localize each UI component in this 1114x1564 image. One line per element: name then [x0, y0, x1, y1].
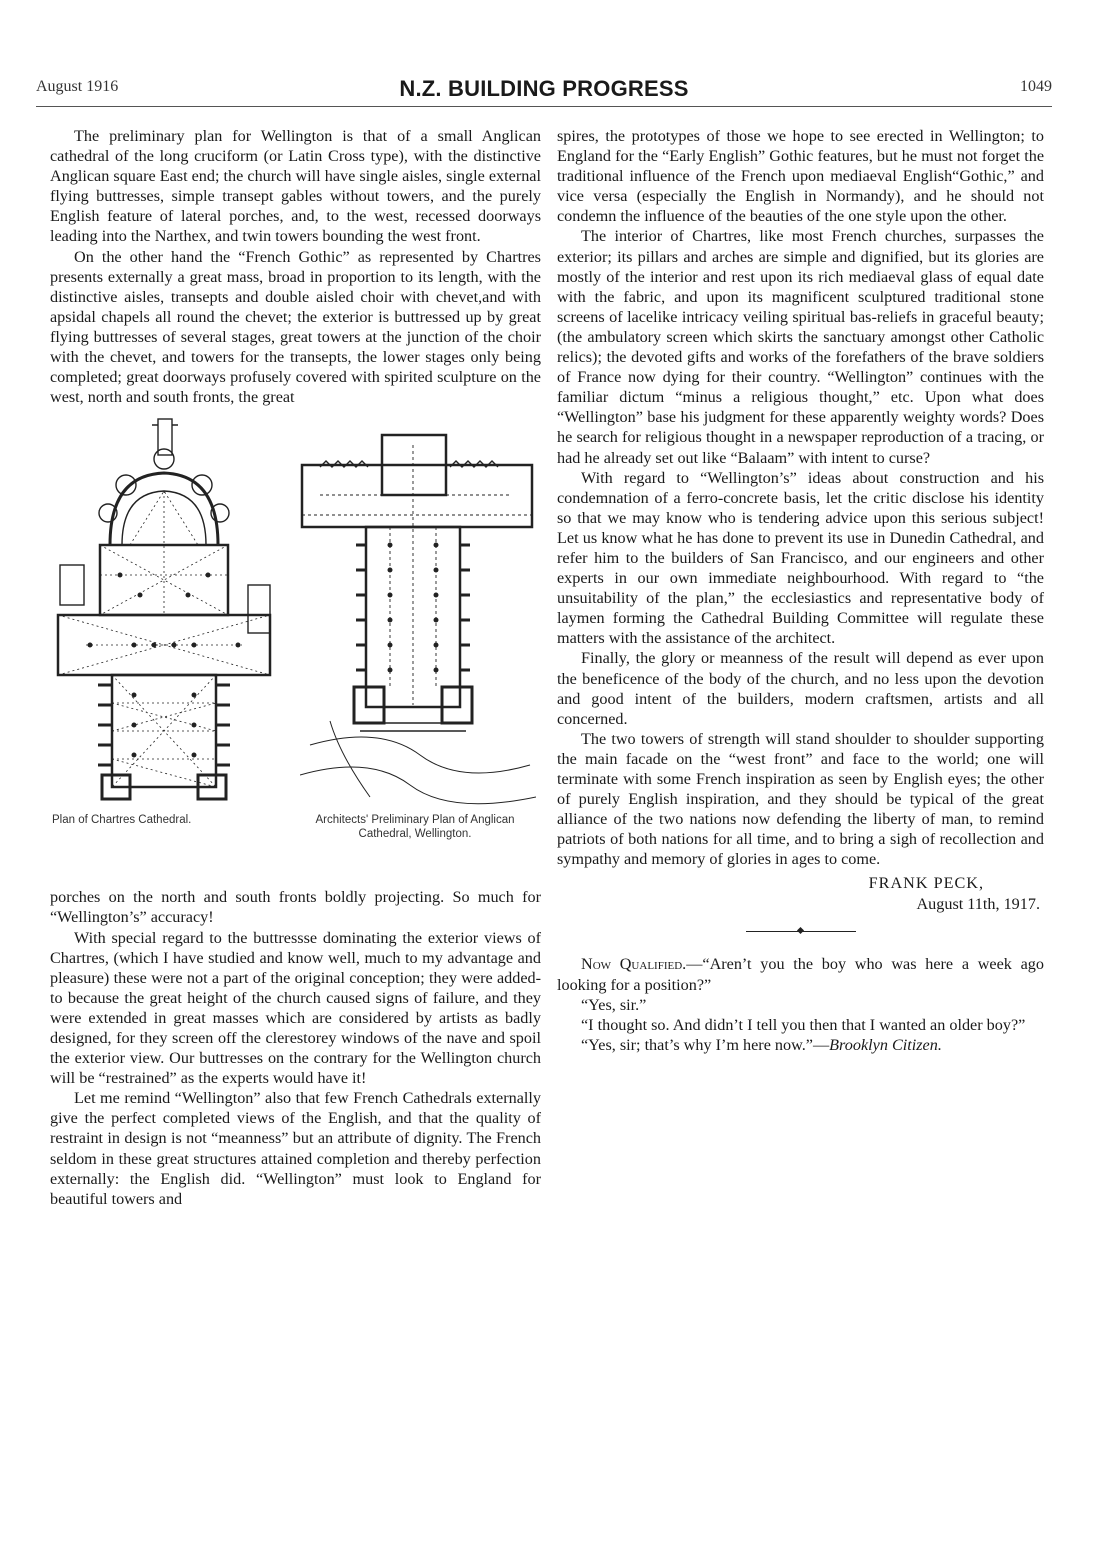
- wellington-plan-illustration: [300, 425, 536, 810]
- anecdote-line: “Yes, sir.”: [581, 995, 647, 1014]
- anecdote-line: “I thought so. And didn’t I tell you then that I wanted an older boy?”: [581, 1015, 1026, 1034]
- divider-diamond-icon: [796, 927, 803, 934]
- signature-date: August 11th, 1917.: [916, 895, 1040, 914]
- publication-title: N.Z. BUILDING PROGRESS: [399, 76, 689, 101]
- chartres-plan-illustration: [50, 415, 278, 805]
- paragraph: Finally, the glory or meanness of the result will depend as ever upon the beneficence of the body of the church, and no less upon the devotion and good intent of the builders, modern craftsmen, artists and all concerned.: [557, 649, 1044, 728]
- cathedral-plans-figure: [50, 415, 541, 883]
- right-column: [557, 126, 1044, 1055]
- anecdote-line: —“Aren’t you the boy who was here a week ago looking for a position?”: [557, 955, 1044, 994]
- anecdote-line: “Yes, sir; that’s why I’m here now.”—: [581, 1035, 830, 1054]
- paragraph: With regard to “Wellington’s” ideas about construction and his condemnation of a ferro-concrete basis, let the critic disclose his identity so that we may know who is tendering advice upon this serious subject! Let us know what he has done to prevent its use in Dunedin Cathedral, and refer him to the builders of San Francisco, and our engineers and other experts in our own immediate neighbourhood. With regard to “the unsuitability of the plan,” the ecclesiastics and representative body of laymen forming the Cathedral Building Committee will regulate these matters with the assistance of the architect.: [557, 468, 1044, 648]
- signature-name: FRANK PECK,: [868, 874, 984, 893]
- caption-chartres: Plan of Chartres Cathedral.: [52, 814, 192, 827]
- anecdote-closing: [557, 1035, 1044, 1055]
- paragraph: The interior of Chartres, like most French churches, surpasses the exterior; its pillars and arches are simple and dignified, but its glories are mostly of the interior and rest upon its rich mediaeval glass of equal date with the fabric, and upon its magnificent sculptured traditional stone screens of lacelike intricacy veiling spiritual bas-reliefs in graceful beauty; (the ambulatory screen which skirts the sanctuary amongst other Catholic relics); the devoted gifts and works of the forefathers of the brave soldiers of France now dying for their country. “Wellington” continues with the familiar dictum “minus a religious thought,” etc. Upon what does “Wellington” base his judgment for these apparently weighty words? Does he search for religious thought in a newspaper reproduction of a tracing, or had he already set out like “Balaam” with intent to curse?: [557, 227, 1044, 467]
- page-header: [36, 76, 1052, 107]
- signature-block: [557, 873, 1044, 915]
- section-divider: [746, 931, 856, 932]
- paragraph: With special regard to the buttressse dominating the exterior views of Chartres, (which I have studied and know well, much to my advantage and pleasure) these were not a part of the original conception; they were added-to because the great height of the church caused signs of failure, and they were extended in great masses which are considered by artists as badly designed, for they screen off the clerestorey windows of the nave and spoil the exterior view. Our buttresses on the contrary for the Wellington church will be “restrained” as the experts would have it!: [50, 928, 541, 1088]
- page-number: 1049: [1020, 78, 1052, 95]
- paragraph: Let me remind “Wellington” also that few French Cathedrals externally give the perfect completed views of the English, and that the quality of restraint in design is not “meanness” but an attribute of dignity. The French seldom in these great structures attained completion and thereby perfection externally: the English did. “Wellington” must look to England for beautiful towers and: [50, 1089, 541, 1208]
- paragraph: spires, the prototypes of those we hope to see erected in Wellington; to England for the “Early English” Gothic features, but he must not forget the traditional influence of the French upon mediaeval English“Gothic,” and vice versa (especially the English in Normandy), and he should not condemn the influence of the beauties of the one style upon the other.: [557, 127, 1044, 226]
- caption-wellington: Architects' Preliminary Plan of Anglican Cathedral, Wellington.: [315, 814, 515, 841]
- paragraph: On the other hand the “French Gothic” as represented by Chartres presents externally a great mass, broad in proportion to its length, with the distinctive aisles, transepts and double aisled choir with chevet,and with apsidal chapels all round the chevet; the exterior is buttressed up by great flying buttresses of several stages, great towers at the junction of the choir with the chevet, and towers for the transepts, the lower stages only being completed; great doorways profusely covered with spirited sculpture on the west, north and south fronts, the great: [50, 247, 541, 407]
- paragraph: porches on the north and south fronts boldly projecting. So much for “Wellington’s” accuracy!: [50, 888, 541, 927]
- header-date: August 1916: [36, 78, 119, 95]
- paragraph: The two towers of strength will stand shoulder to shoulder supporting the main facade on the “west front” and face to the world; one will terminate with some French inspiration as seen by English eyes; the other of purely English inspiration, and they should be typical of the great alliance of the two nations now defending the liberty of man, to remind patriots of both nations for all time, and to bring a sigh of recollection and sympathy and memory of glories in ages to come.: [557, 729, 1044, 869]
- paragraph: The preliminary plan for Wellington is that of a small Anglican cathedral of the long cruciform (or Latin Cross type), with the distinctive Anglican square East end; the church will have single aisles, single external flying buttresses, simple transept gables without towers, and the purely English feature of lateral porches, and, to the west, recessed doorways leading into the Narthex, and twin towers bounding the west front.: [50, 127, 541, 246]
- anecdote-opening: [557, 954, 1044, 994]
- anecdote-source: Brooklyn Citizen.: [829, 1035, 942, 1054]
- left-column: [50, 126, 541, 1209]
- anecdote-title: Now Qualified.: [581, 955, 687, 974]
